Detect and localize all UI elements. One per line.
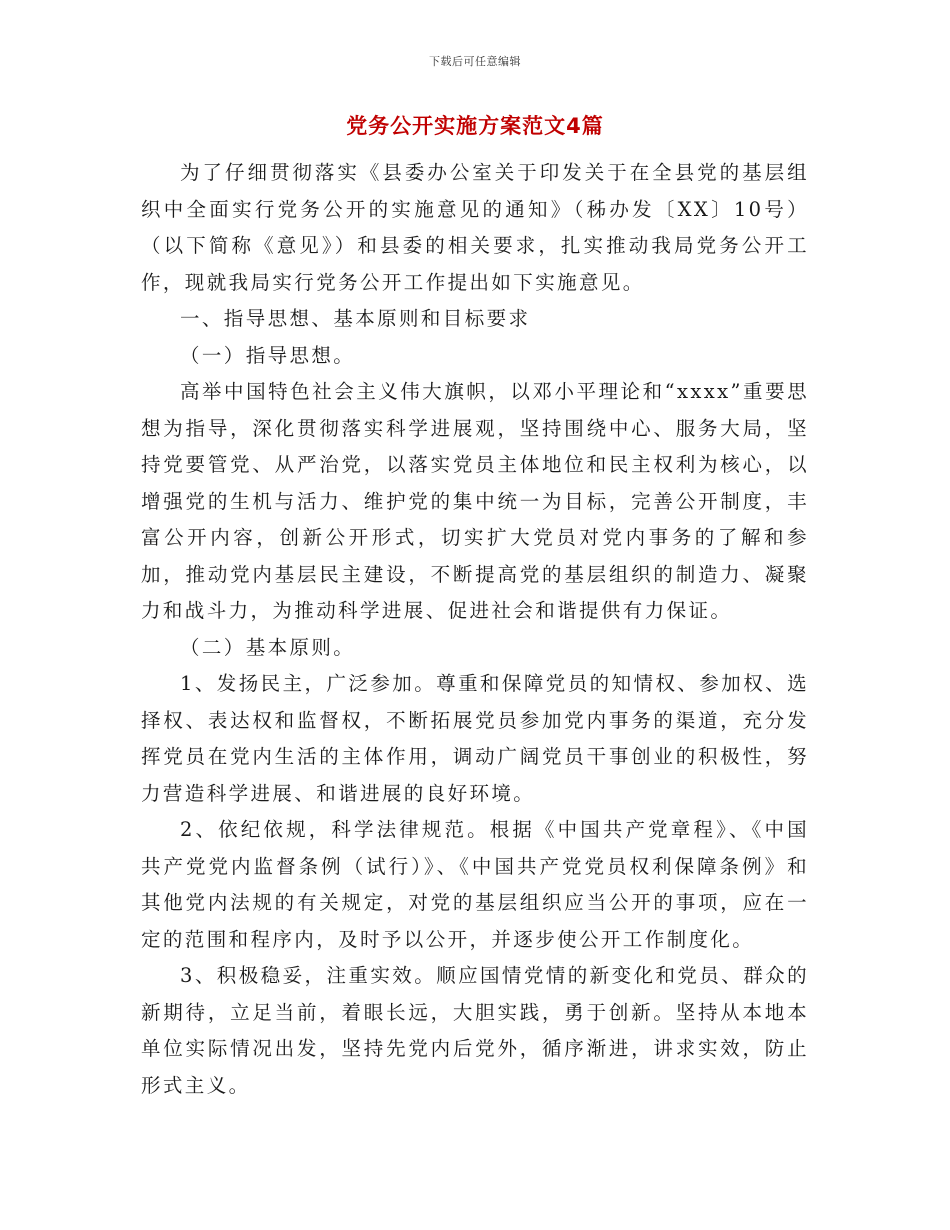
paragraph-principle-1: 1、发扬民主，广泛参加。尊重和保障党员的知情权、参加权、选择权、表达权和监督权，不断拓展党员参加党内事务的渠道，充分发挥党员在党内生活的主体作用，调动广阔党员干事创业的积极性，努力营造科学进展、和谐进展的良好环境。 <box>141 672 809 805</box>
document-title: 党务公开实施方案范文4篇 <box>346 114 604 138</box>
paragraph-intro: 为了仔细贯彻落实《县委办公室关于印发关于在全县党的基层组织中全面实行党务公开的实施意见的通知》（秭办发〔XX〕10号）（以下简称《意见》）和县委的相关要求，扎实推动我局党务公开工作，现就我局实行党务公开工作提出如下实施意见。 <box>141 161 809 294</box>
page-header: 下载后可任意编辑 <box>429 55 521 68</box>
paragraph-guiding-thought: 高举中国特色社会主义伟大旗帜，以邓小平理论和“xxxx”重要思想为指导，深化贯彻落实科学进展观，坚持围绕中心、服务大局，坚持党要管党、从严治党，以落实党员主体地位和民主权利为核心，以增强党的生机与活力、维护党的集中统一为目标，完善公开制度，丰富公开内容，创新公开形式，切实扩大党员对党内事务的了解和参加，推动党内基层民主建设，不断提高党的基层组织的制造力、凝聚力和战斗力，为推动科学进展、促进社会和谐提供有力保证。 <box>141 380 809 622</box>
subsection-heading-basic-principles: （二）基本原则。 <box>180 635 356 659</box>
section-heading-1: 一、指导思想、基本原则和目标要求 <box>180 307 531 330</box>
paragraph-principle-2: 2、依纪依规，科学法律规范。根据《中国共产党章程》、《中国共产党党内监督条例（试行）》、《中国共产党党员权利保障条例》和其他党内法规的有关规定，对党的基层组织应当公开的事项，应在一定的范围和程序内，及时予以公开，并逐步使公开工作制度化。 <box>141 818 809 951</box>
subsection-heading-guiding-thought: （一）指导思想。 <box>180 343 356 367</box>
document-body <box>141 155 809 1104</box>
paragraph-principle-3: 3、积极稳妥，注重实效。顺应国情党情的新变化和党员、群众的新期待，立足当前，着眼长远，大胆实践，勇于创新。坚持从本地本单位实际情况出发，坚持先党内后党外，循序渐进，讲求实效，防止形式主义。 <box>141 964 809 1097</box>
